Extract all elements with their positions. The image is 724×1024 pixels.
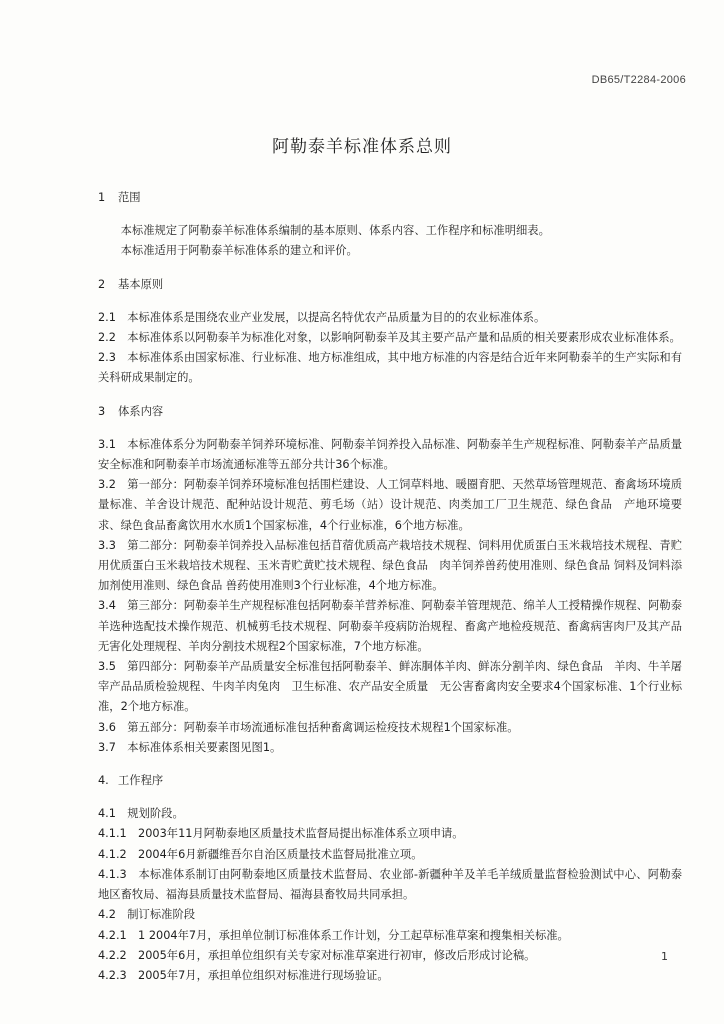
section-heading-text: 体系内容 <box>118 404 164 418</box>
section-heading-text: 工作程序 <box>118 774 164 788</box>
clause-paragraph: 3.6 第五部分：阿勒泰羊市场流通标准包括种畜禽调运检疫技术规程1个国家标准。 <box>98 720 519 734</box>
clause-paragraph: 4.2.3 2005年7月，承担单位组织对标准进行现场验证。 <box>98 968 389 982</box>
document-body <box>98 188 682 986</box>
heading-gap <box>98 295 682 308</box>
section-gap <box>98 758 682 771</box>
section-heading <box>98 188 682 208</box>
section-heading <box>98 275 682 295</box>
clause-paragraph: 2.1 本标准体系是围绕农业产业发展，以提高名特优农产品质量为目的的农业标准体系。 <box>98 310 546 324</box>
clause-paragraph: 3.1 本标准体系分为阿勒泰羊饲养环境标准、阿勒泰羊饲养投入品标准、阿勒泰羊生产规程标准、阿勒泰羊产品质量安全标准和阿勒泰羊市场流通标准等五部分共计36个标准。 <box>98 437 682 472</box>
clause-paragraph: 3.5 第四部分：阿勒泰羊产品质量安全标准包括阿勒泰羊、鲜冻胴体羊肉、鲜冻分割羊肉、绿色食品 羊肉、牛羊屠宰产品品质检验规程、牛肉羊肉兔肉 卫生标准、农产品安全质量 无公害畜禽肉安全要求4个国家标准、1个行业标准，2个地方标准。 <box>98 660 682 714</box>
section-heading-text: 范围 <box>118 191 141 204</box>
heading-gap <box>98 422 682 435</box>
section-gap <box>98 389 682 402</box>
clause-paragraph: 4.1.1 2003年11月阿勒泰地区质量技术监督局提出标准体系立项申请。 <box>98 827 464 841</box>
clause-paragraph: 4.1 规划阶段。 <box>98 807 184 821</box>
clause-paragraph: 4.2 制订标准阶段 <box>98 908 196 922</box>
standard-code: DB65/T2284-2006 <box>591 74 686 86</box>
clause-paragraph: 4.2.1 1 2004年7月，承担单位制订标准体系工作计划，分工起草标准草案和搜集相关标准。 <box>98 928 569 942</box>
page-title: 阿勒泰羊标准体系总则 <box>272 137 452 157</box>
clause-paragraph: 4.1.2 2004年6月新疆维吾尔自治区质量技术监督局批准立项。 <box>98 847 423 861</box>
clause-paragraph: 本标准规定了阿勒泰羊标准体系编制的基本原则、体系内容、工作程序和标准明细表。 <box>120 224 550 238</box>
section-number: 4. <box>98 774 109 788</box>
clause-paragraph: 3.3 第二部分：阿勒泰羊饲养投入品标准包括苜蓿优质高产栽培技术规程、饲料用优质蛋白玉米栽培技术规程、青贮用优质蛋白玉米栽培技术规程、玉米青贮黄贮技术规程、绿色食品 肉羊饲养兽药使用准则、绿色食品 饲料及饲料添加剂使用准则、绿色食品 兽药使用准则3个行业标准，4个地方标准。 <box>98 538 682 593</box>
section-heading <box>98 402 682 422</box>
clause-paragraph: 3.2 第一部分：阿勒泰羊饲养环境标准包括围栏建设、人工饲草料地、暖圈育肥、天然草场管理规范、畜禽场环境质量标准、羊舍设计规范、配种站设计规范、剪毛场（站）设计规范、肉类加工厂卫生规范、绿色食品 产地环境要求、绿色食品畜禽饮用水水质1个国家标准，4个行业标准，6个地方标准。 <box>98 478 682 532</box>
section-number: 2 <box>98 277 106 291</box>
clause-paragraph: 4.1.3 本标准体系制订由阿勒泰地区质量技术监督局、农业部-新疆种羊及羊毛羊绒质量监督检验测试中心、阿勒泰地区畜牧局、福海县质量技术监督局、福海县畜牧局共同承担。 <box>98 867 682 902</box>
clause-paragraph: 2.3 本标准体系由国家标准、行业标准、地方标准组成，其中地方标准的内容是结合近年来阿勒泰羊的生产实际和有关科研成果制定的。 <box>98 351 682 385</box>
section-number: 3 <box>98 404 106 418</box>
heading-gap <box>98 208 682 221</box>
section-heading <box>98 771 682 791</box>
clause-paragraph: 3.4 第三部分：阿勒泰羊生产规程标准包括阿勒泰羊营养标准、阿勒泰羊管理规范、绵羊人工授精操作规程、阿勒泰羊选种选配技术操作规范、机械剪毛技术规程、阿勒泰羊疫病防治规程、畜禽产地检疫规范、畜禽病害肉尸及其产品无害化处理规程、羊肉分割技术规程2个国家标准，7个地方标准。 <box>98 599 682 653</box>
clause-paragraph: 2.2 本标准体系以阿勒泰羊为标准化对象，以影响阿勒泰羊及其主要产品产量和品质的相关要素形成农业标准体系。 <box>98 331 681 345</box>
section-gap <box>98 262 682 275</box>
page-number: 1 <box>661 950 668 963</box>
section-heading-text: 基本原则 <box>118 277 164 291</box>
heading-gap <box>98 791 682 804</box>
clause-paragraph: 本标准适用于阿勒泰羊标准体系的建立和评价。 <box>120 244 358 258</box>
clause-paragraph: 4.2.2 2005年6月，承担单位组织有关专家对标准草案进行初审，修改后形成讨论稿。 <box>98 948 536 962</box>
section-number: 1 <box>98 191 106 204</box>
clause-paragraph: 3.7 本标准体系相关要素图见图1。 <box>98 740 282 754</box>
